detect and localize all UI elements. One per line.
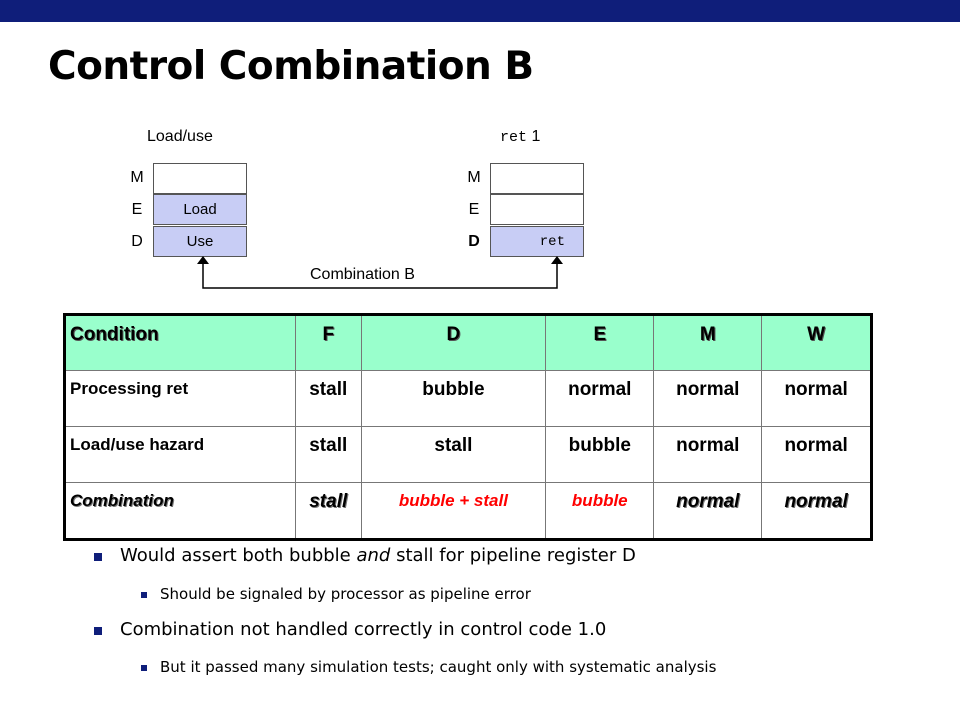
cell-d: bubble + stall [361,483,546,540]
right-register-d: ret [490,226,584,257]
cell-m: normal [654,371,762,427]
combination-link-arrow [0,0,960,300]
header-e: E [546,315,654,371]
row-condition: Combination [65,483,296,540]
sub-bullet-1: Should be signaled by processor as pipeline error [160,585,531,603]
header-condition: Condition [65,315,296,371]
table-row [65,427,872,483]
sub-bullet-marker [141,592,147,598]
cell-m: normal [654,427,762,483]
header-f: F [296,315,362,371]
header-m: M [654,315,762,371]
cell-w: normal [762,483,872,540]
right-stage-d: D [468,233,480,250]
sub-bullet-2: But it passed many simulation tests; caught only with systematic analysis [160,658,717,676]
cell-d: bubble [361,371,546,427]
control-table [63,313,873,541]
ret-caption-number: 1 [531,128,541,145]
left-register-d: Use [153,226,247,257]
bullet-1-text-end: stall for pipeline register D [390,545,636,566]
combination-b-label: Combination B [310,266,415,283]
cell-e: bubble [546,427,654,483]
bullet-1-emphasis: and [356,545,391,566]
left-stage-m: M [130,169,144,186]
header-d: D [361,315,546,371]
cell-m: normal [654,483,762,540]
row-condition: Load/use hazard [65,427,296,483]
cell-w: normal [762,371,872,427]
ret-caption-code: ret [500,129,528,146]
table-header-row [65,315,872,371]
bullet-1 [120,545,636,566]
cell-f: stall [296,427,362,483]
left-stage-e: E [131,201,143,218]
cell-e: bubble [546,483,654,540]
left-register-e: Load [153,194,247,225]
row-condition: Processing ret [65,371,296,427]
sub-bullet-marker [141,665,147,671]
bullet-marker [94,553,102,561]
cell-f: stall [296,371,362,427]
right-stage-e: E [468,201,480,218]
table-row [65,483,872,540]
slide-title: Control Combination B [48,44,534,89]
loaduse-caption: Load/use [147,128,213,145]
header-w: W [762,315,872,371]
cell-e: normal [546,371,654,427]
cell-f: stall [296,483,362,540]
cell-w: normal [762,427,872,483]
table-row [65,371,872,427]
left-stage-d: D [131,233,143,250]
right-stage-m: M [467,169,481,186]
bullet-1-text: Would assert both bubble [120,545,357,566]
cell-d: stall [361,427,546,483]
bullet-marker [94,627,102,635]
bullet-2: Combination not handled correctly in control code 1.0 [120,619,607,640]
